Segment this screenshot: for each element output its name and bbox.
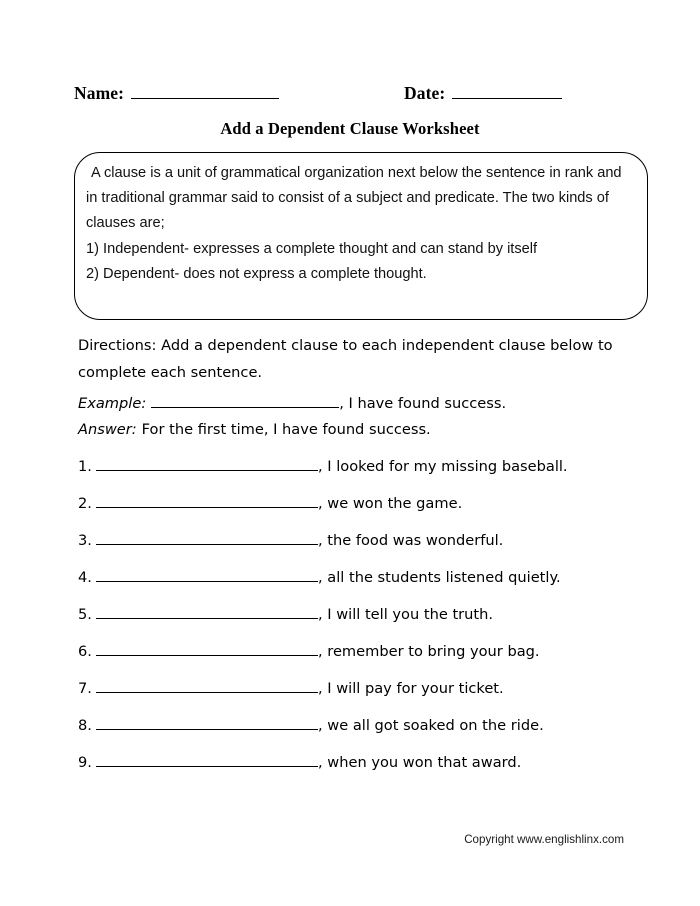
exercise-list (78, 457, 638, 790)
definition-box (74, 152, 648, 320)
list-item (78, 753, 638, 790)
item-blank-line[interactable] (96, 457, 318, 471)
list-item (78, 679, 638, 716)
item-number: 7. (78, 680, 92, 697)
list-item (78, 494, 638, 531)
item-text: , I looked for my missing baseball. (318, 458, 568, 475)
item-text: , we won the game. (318, 495, 463, 512)
date-field (404, 83, 562, 104)
item-number: 3. (78, 532, 92, 549)
answer-label: Answer: (78, 421, 137, 438)
item-number: 5. (78, 606, 92, 623)
list-item (78, 642, 638, 679)
item-text: , remember to bring your bag. (318, 643, 540, 660)
definition-paragraph-3: 2) Dependent- does not express a complete thought. (86, 265, 427, 282)
example-label: Example: (78, 395, 147, 412)
item-number: 1. (78, 458, 92, 475)
item-text: , the food was wonderful. (318, 532, 504, 549)
date-blank-line[interactable] (452, 83, 562, 99)
header-fields (74, 83, 626, 109)
list-item (78, 605, 638, 642)
list-item (78, 568, 638, 605)
item-blank-line[interactable] (96, 605, 318, 619)
item-text: , I will pay for your ticket. (318, 680, 504, 697)
item-blank-line[interactable] (96, 716, 318, 730)
item-blank-line[interactable] (96, 753, 318, 767)
definition-paragraph-2: 1) Independent- expresses a complete thought and can stand by itself (86, 240, 538, 257)
item-number: 8. (78, 717, 92, 734)
item-blank-line[interactable] (96, 568, 318, 582)
definition-text (86, 161, 634, 287)
list-item (78, 531, 638, 568)
item-number: 6. (78, 643, 92, 660)
item-blank-line[interactable] (96, 494, 318, 508)
example-blank-line[interactable] (151, 394, 339, 408)
example-line (78, 394, 638, 412)
copyright-footer: Copyright www.englishlinx.com (464, 833, 624, 846)
name-field (74, 83, 279, 104)
page-title: Add a Dependent Clause Worksheet (220, 119, 480, 138)
name-blank-line[interactable] (131, 83, 279, 99)
example-text: , I have found success. (339, 395, 507, 412)
list-item (78, 457, 638, 494)
directions-text: Directions: Add a dependent clause to each independent clause below to complete each sentence. (78, 337, 613, 381)
item-blank-line[interactable] (96, 679, 318, 693)
definition-paragraph-1: A clause is a unit of grammatical organization next below the sentence in rank and in traditional grammar said to consist of a subject and predicate. The two kinds of clauses are; (86, 165, 622, 232)
answer-text: For the first time, I have found success. (141, 421, 431, 438)
item-text: , we all got soaked on the ride. (318, 717, 544, 734)
list-item (78, 716, 638, 753)
item-blank-line[interactable] (96, 642, 318, 656)
item-number: 4. (78, 569, 92, 586)
item-number: 2. (78, 495, 92, 512)
item-text: , all the students listened quietly. (318, 569, 561, 586)
item-blank-line[interactable] (96, 531, 318, 545)
item-text: , when you won that award. (318, 754, 522, 771)
answer-line (78, 421, 638, 438)
date-label: Date: (404, 83, 446, 103)
item-number: 9. (78, 754, 92, 771)
name-label: Name: (74, 83, 125, 103)
item-text: , I will tell you the truth. (318, 606, 494, 623)
